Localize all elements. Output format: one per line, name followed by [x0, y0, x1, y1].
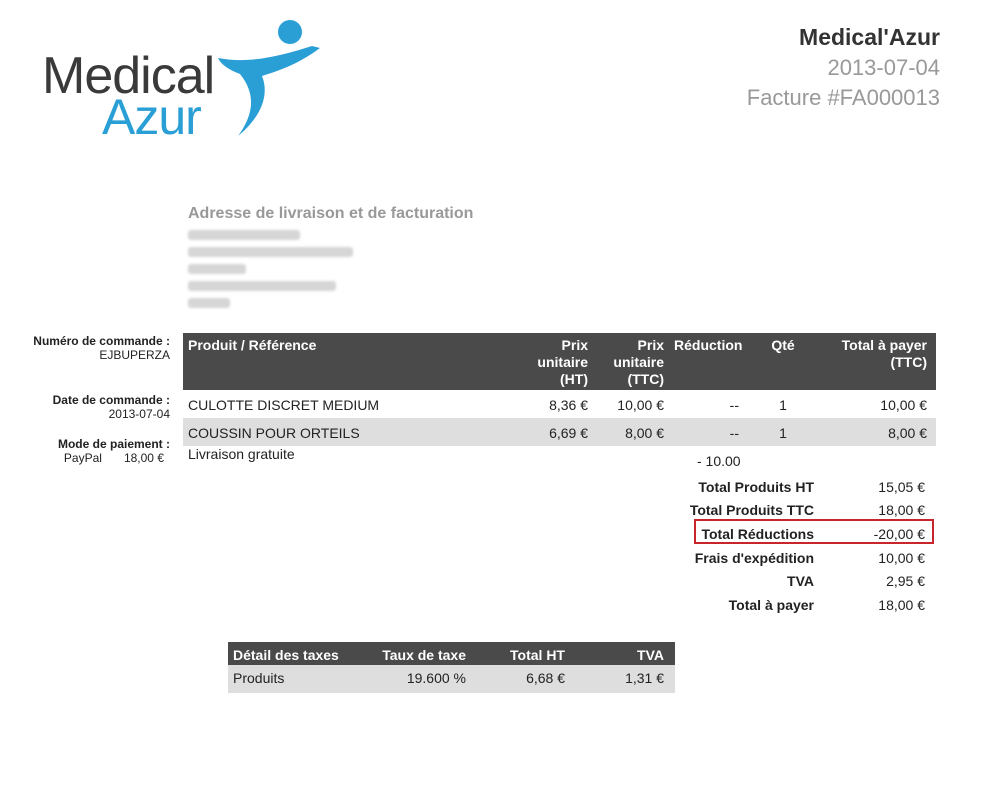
tax-row-rate: 19.600 % — [406, 670, 466, 686]
order-date-block — [30, 393, 170, 421]
payment-block — [30, 437, 170, 465]
tax-col-rate: Taux de taxe — [382, 647, 466, 663]
table-row — [183, 390, 936, 418]
table-row — [228, 665, 675, 693]
logo-figure-icon — [200, 18, 335, 138]
tax-row-detail: Produits — [233, 670, 285, 686]
row-product: CULOTTE DISCRET MEDIUM — [188, 397, 380, 413]
invoice-header — [747, 24, 940, 111]
row-unit-ht: 6,69 € — [549, 425, 588, 441]
tax-row-total-ht: 6,68 € — [526, 670, 565, 686]
col-discount: Réduction — [674, 337, 743, 353]
tax-col-total-ht: Total HT — [510, 647, 565, 663]
col-product: Produit / Référence — [188, 337, 317, 353]
row-unit-ttc: 10,00 € — [617, 397, 664, 413]
company-logo — [40, 18, 300, 145]
payment-label: Mode de paiement : — [57, 437, 170, 451]
tax-col-tva: TVA — [637, 647, 664, 663]
total-label: Total à payer — [728, 597, 814, 613]
total-label: TVA — [787, 573, 814, 589]
address-line-redacted — [188, 247, 353, 257]
row-total: 10,00 € — [880, 397, 927, 413]
tax-table-header — [228, 642, 675, 665]
row-product: COUSSIN POUR ORTEILS — [188, 425, 360, 441]
tva-value: 2,95 € — [886, 573, 925, 589]
col-unit-ttc: Prix unitaire (TTC) — [613, 337, 664, 387]
tax-row-tva: 1,31 € — [625, 670, 664, 686]
col-unit-ht: Prix unitaire (HT) — [537, 337, 588, 387]
total-label: Total Produits HT — [698, 479, 814, 495]
row-qty: 1 — [779, 397, 787, 413]
total-products-ttc-value: 18,00 € — [878, 502, 925, 518]
address-block — [188, 205, 473, 308]
shipping-fees-value: 10,00 € — [878, 550, 925, 566]
row-unit-ttc: 8,00 € — [625, 425, 664, 441]
payment-details — [30, 451, 170, 465]
total-label: Total Produits TTC — [689, 502, 814, 518]
payment-amount: 18,00 € — [123, 451, 164, 465]
shop-name: Medical'Azur — [799, 24, 940, 50]
logo-word-medical: Medical — [42, 47, 215, 105]
payment-method: PayPal — [63, 451, 102, 465]
order-number-block — [30, 334, 170, 362]
row-discount: -- — [729, 397, 739, 413]
col-qty: Qté — [771, 337, 795, 353]
products-table-header — [183, 333, 936, 390]
address-line-redacted — [188, 298, 230, 308]
row-qty: 1 — [779, 425, 787, 441]
row-total: 8,00 € — [888, 425, 927, 441]
total-products-ht-value: 15,05 € — [878, 479, 925, 495]
tax-table — [228, 642, 675, 693]
logo-word-azur: Azur — [102, 89, 201, 145]
invoice-date: 2013-07-04 — [827, 55, 940, 80]
row-unit-ht: 8,36 € — [549, 397, 588, 413]
order-date-label: Date de commande : — [52, 393, 170, 407]
address-line-redacted — [188, 264, 246, 274]
order-date: 2013-07-04 — [108, 407, 170, 421]
shipping-discount: - 10.00 — [697, 453, 741, 469]
address-line-redacted — [188, 281, 336, 291]
col-total: Total à payer (TTC) — [841, 337, 927, 370]
row-discount: -- — [729, 425, 739, 441]
shipping-line: Livraison gratuite — [188, 446, 295, 462]
address-title: Adresse de livraison et de facturation — [188, 205, 474, 222]
order-number-label: Numéro de commande : — [33, 334, 170, 348]
total-label: Total Réductions — [701, 526, 814, 542]
total-discounts-value: -20,00 € — [873, 526, 925, 542]
products-table — [183, 333, 936, 446]
invoice-number: Facture #FA000013 — [746, 85, 940, 110]
address-line-redacted — [188, 230, 300, 240]
total-label: Frais d'expédition — [694, 550, 814, 566]
tax-col-detail: Détail des taxes — [233, 647, 339, 663]
order-number: EJBUPERZA — [99, 348, 170, 362]
table-row — [183, 418, 936, 446]
total-to-pay-value: 18,00 € — [878, 597, 925, 613]
